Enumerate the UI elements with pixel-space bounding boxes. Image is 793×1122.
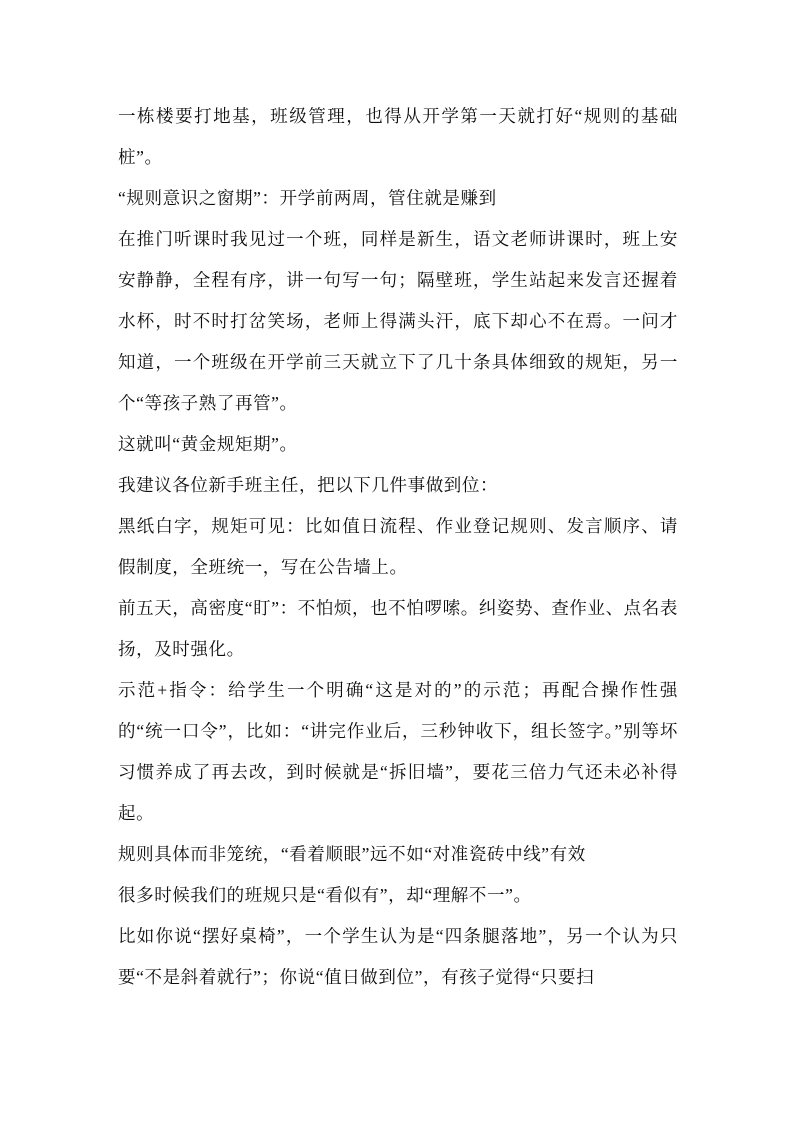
paragraph: 很多时候我们的班规只是“看似有”，却“理解不一”。 (118, 885, 532, 905)
document-body (118, 96, 678, 998)
paragraph: 示范+指令：给学生一个明确“这是对的”的示范；再配合操作性强的“统一口令”，比如：“讲完作业后，三秒钟收下，组长签字。”别等坏习惯养成了再去改，到时候就是“拆旧墙”，要花三倍力气还未必补得起。 (118, 680, 678, 823)
paragraph: 一栋楼要打地基，班级管理，也得从开学第一天就打好“规则的基础桩”。 (118, 106, 678, 167)
paragraph: 黑纸白字，规矩可见：比如值日流程、作业登记规则、发言顺序、请假制度，全班统一，写在公告墙上。 (118, 516, 678, 577)
paragraph: 前五天，高密度“盯”：不怕烦，也不怕啰嗦。纠姿势、查作业、点名表扬，及时强化。 (118, 598, 678, 659)
paragraph: 比如你说“摆好桌椅”，一个学生认为是“四条腿落地”，另一个认为只要“不是斜着就行”；你说“值日做到位”，有孩子觉得“只要扫 (118, 926, 678, 987)
paragraph: 这就叫“黄金规矩期”。 (118, 434, 298, 454)
paragraph: 在推门听课时我见过一个班，同样是新生，语文老师讲课时，班上安安静静，全程有序，讲一句写一句；隔壁班，学生站起来发言还握着水杯，时不时打岔笑场，老师上得满头汗，底下却心不在焉。一问才知道，一个班级在开学前三天就立下了几十条具体细致的规矩，另一个“等孩子熟了再管”。 (118, 229, 678, 413)
paragraph: 我建议各位新手班主任，把以下几件事做到位： (118, 475, 499, 495)
paragraph: “规则意识之窗期”：开学前两周，管住就是赚到 (118, 188, 497, 208)
paragraph: 规则具体而非笼统，“看着顺眼”远不如“对准瓷砖中线”有效 (118, 844, 586, 864)
